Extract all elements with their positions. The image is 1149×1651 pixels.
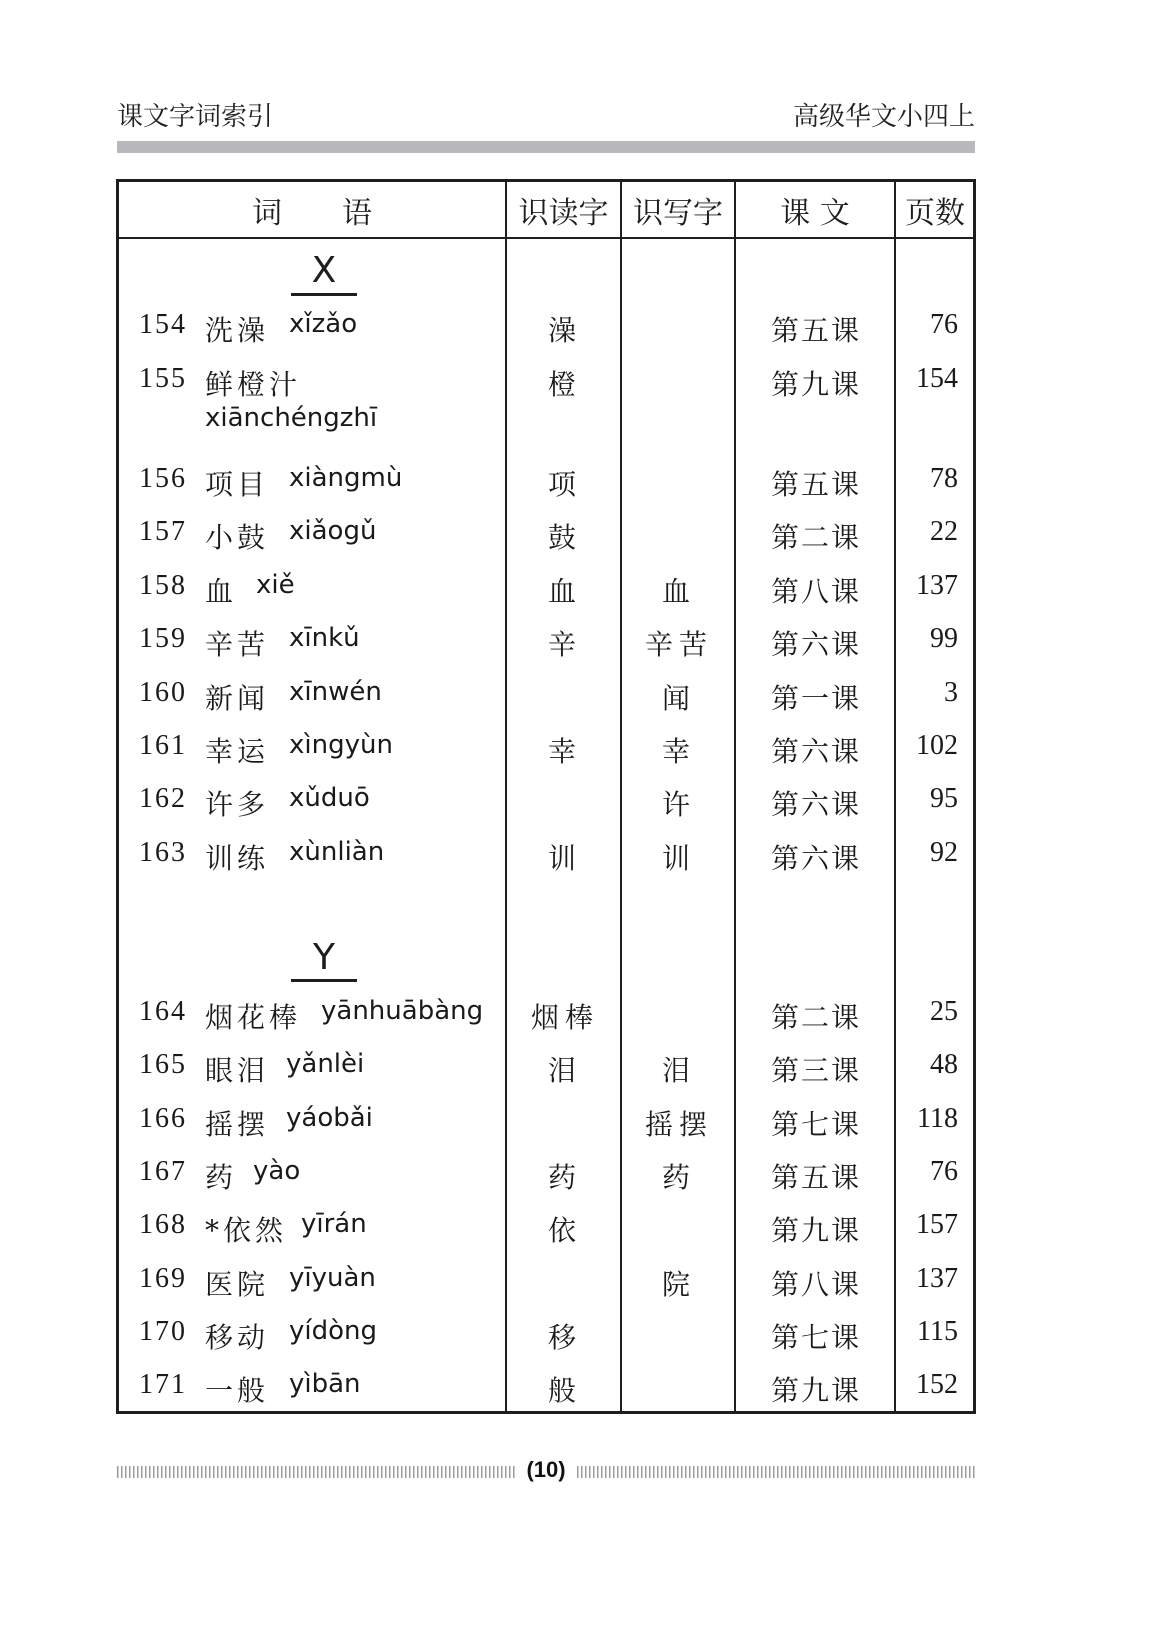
write-chars: 幸 <box>661 735 696 768</box>
header-divider-bar <box>117 141 975 153</box>
read-chars: 鼓 <box>547 521 582 554</box>
entry-word: 训练 <box>205 842 270 875</box>
footer-dashed-rule <box>117 1466 515 1478</box>
entry-number: 167 <box>139 1156 187 1187</box>
header-divider <box>119 237 973 239</box>
entry-number: 158 <box>139 570 187 601</box>
table-row <box>119 1049 973 1093</box>
section-letter-y: Y <box>313 937 335 978</box>
book-title: 高级华文小四上 <box>792 102 975 132</box>
entry-pinyin: xǐzǎo <box>289 309 358 339</box>
entry-pinyin: xiàngmù <box>289 463 403 493</box>
read-chars: 泪 <box>547 1054 582 1087</box>
read-chars: 移 <box>547 1321 582 1354</box>
entry-word: 小鼓 <box>205 521 270 554</box>
entry-word: 烟花棒 <box>205 1001 302 1034</box>
entry-word: 许多 <box>205 788 270 821</box>
write-chars: 院 <box>661 1268 696 1301</box>
read-chars: 烟棒 <box>530 1001 599 1034</box>
read-chars: 药 <box>547 1161 582 1194</box>
write-chars: 辛苦 <box>644 628 713 661</box>
page-ref: 99 <box>930 623 958 654</box>
entry-word: 鲜橙汁 <box>205 368 302 401</box>
page-ref: 48 <box>930 1049 958 1080</box>
write-chars: 药 <box>661 1161 696 1194</box>
entry-word: 眼泪 <box>205 1054 270 1087</box>
page-ref: 118 <box>917 1103 958 1134</box>
page-ref: 137 <box>916 570 958 601</box>
write-chars: 训 <box>661 842 696 875</box>
entry-number: 165 <box>139 1049 187 1080</box>
entry-number: 161 <box>139 730 187 761</box>
entry-pinyin: xiānchéngzhī <box>205 403 378 433</box>
table-row <box>119 623 973 667</box>
entry-word: 移动 <box>205 1321 270 1354</box>
read-chars: 般 <box>547 1374 582 1407</box>
entry-number: 156 <box>139 463 187 494</box>
entry-pinyin: yīrán <box>301 1209 367 1239</box>
lesson: 第六课 <box>770 735 861 768</box>
entry-pinyin: yáobǎi <box>286 1103 373 1133</box>
entry-word: 血 <box>205 575 238 608</box>
entry-number: 170 <box>139 1316 187 1347</box>
table-row <box>119 1316 973 1360</box>
entry-pinyin: yānhuābàng <box>321 996 484 1026</box>
page-ref: 152 <box>916 1369 958 1400</box>
page-ref: 102 <box>916 730 958 761</box>
lesson: 第九课 <box>770 1374 861 1407</box>
entry-pinyin: xìngyùn <box>289 730 393 760</box>
table-row <box>119 516 973 560</box>
entry-number: 164 <box>139 996 187 1027</box>
page-number: (10) <box>526 1457 566 1482</box>
page-ref: 78 <box>930 463 958 494</box>
page-ref: 76 <box>930 1156 958 1187</box>
entry-word: 洗澡 <box>205 314 270 347</box>
page-ref: 95 <box>930 783 958 814</box>
entry-pinyin: yīyuàn <box>289 1263 376 1293</box>
entry-number: 155 <box>139 363 187 394</box>
entry-pinyin: xiě <box>256 570 295 600</box>
entry-pinyin: xǔduō <box>289 783 370 813</box>
entry-word: *依然 <box>205 1214 288 1247</box>
column-header-read-chars: 识读字 <box>518 195 609 231</box>
column-header-write-chars: 识写字 <box>633 195 723 231</box>
read-chars: 幸 <box>547 735 582 768</box>
entry-word: 新闻 <box>205 682 270 715</box>
table-row <box>119 1209 973 1253</box>
entry-word: 一般 <box>205 1374 270 1407</box>
entry-word: 摇摆 <box>205 1108 270 1141</box>
lesson: 第六课 <box>770 628 861 661</box>
table-row <box>119 996 973 1040</box>
table-row <box>119 783 973 827</box>
entry-pinyin: xùnliàn <box>289 837 385 867</box>
section-letter-underline <box>291 979 357 982</box>
entry-pinyin: yǎnlèi <box>286 1049 365 1079</box>
column-header-word: 词 语 <box>252 195 372 231</box>
entry-number: 166 <box>139 1103 187 1134</box>
lesson: 第六课 <box>770 842 861 875</box>
entry-word: 药 <box>205 1161 238 1194</box>
write-chars: 摇摆 <box>644 1108 713 1141</box>
table-row <box>119 363 973 453</box>
entry-word: 医院 <box>205 1268 270 1301</box>
entry-pinyin: yídòng <box>289 1316 378 1346</box>
entry-pinyin: xīnkǔ <box>289 623 360 653</box>
table-row <box>119 570 973 614</box>
entry-number: 159 <box>139 623 187 654</box>
entry-pinyin: xiǎogǔ <box>289 516 377 546</box>
write-chars: 泪 <box>661 1054 696 1087</box>
page-ref: 25 <box>930 996 958 1027</box>
entry-pinyin: xīnwén <box>289 677 382 707</box>
lesson: 第三课 <box>770 1054 861 1087</box>
table-row <box>119 1263 973 1307</box>
entry-word: 幸运 <box>205 735 270 768</box>
write-chars: 闻 <box>661 682 696 715</box>
read-chars: 橙 <box>547 368 582 401</box>
read-chars: 项 <box>547 468 582 501</box>
table-row <box>119 1369 973 1413</box>
entry-pinyin: yìbān <box>289 1369 361 1399</box>
read-chars: 训 <box>547 842 582 875</box>
write-chars: 血 <box>661 575 696 608</box>
lesson: 第七课 <box>770 1321 861 1354</box>
entry-number: 162 <box>139 783 187 814</box>
entry-number: 171 <box>139 1369 187 1400</box>
lesson: 第八课 <box>770 575 861 608</box>
table-row <box>119 463 973 507</box>
lesson: 第五课 <box>770 468 861 501</box>
lesson: 第一课 <box>770 682 861 715</box>
entry-word: 辛苦 <box>205 628 270 661</box>
page-ref: 92 <box>930 837 958 868</box>
lesson: 第九课 <box>770 1214 861 1247</box>
lesson: 第七课 <box>770 1108 861 1141</box>
read-chars: 澡 <box>547 314 582 347</box>
entry-word: 项目 <box>205 468 270 501</box>
table-row <box>119 837 973 881</box>
page-ref: 154 <box>916 363 958 394</box>
section-letter-underline <box>291 293 357 296</box>
section-letter-x: X <box>311 250 337 291</box>
column-header-lesson: 课 文 <box>780 195 850 231</box>
page-ref: 137 <box>916 1263 958 1294</box>
entry-pinyin: yào <box>253 1156 301 1186</box>
entry-number: 169 <box>139 1263 187 1294</box>
word-index-table <box>116 179 976 1414</box>
lesson: 第九课 <box>770 368 861 401</box>
lesson: 第二课 <box>770 1001 861 1034</box>
page-ref: 22 <box>930 516 958 547</box>
page-ref: 76 <box>930 309 958 340</box>
page-ref: 3 <box>944 677 958 708</box>
table-row <box>119 730 973 774</box>
read-chars: 血 <box>547 575 582 608</box>
write-chars: 许 <box>661 788 696 821</box>
table-row <box>119 677 973 721</box>
table-row <box>119 1156 973 1200</box>
entry-number: 160 <box>139 677 187 708</box>
lesson: 第六课 <box>770 788 861 821</box>
lesson: 第二课 <box>770 521 861 554</box>
read-chars: 依 <box>547 1214 582 1247</box>
footer-dashed-rule <box>577 1466 975 1478</box>
entry-number: 163 <box>139 837 187 868</box>
running-head <box>117 96 975 136</box>
entry-number: 168 <box>139 1209 187 1240</box>
section-title: 课文字词索引 <box>117 102 274 132</box>
entry-number: 154 <box>139 309 187 340</box>
lesson: 第五课 <box>770 314 861 347</box>
page-ref: 115 <box>917 1316 958 1347</box>
column-header-page: 页数 <box>905 195 965 231</box>
lesson: 第五课 <box>770 1161 861 1194</box>
entry-number: 157 <box>139 516 187 547</box>
table-row <box>119 1103 973 1147</box>
page-ref: 157 <box>916 1209 958 1240</box>
page-footer <box>117 1457 975 1484</box>
table-row <box>119 309 973 353</box>
read-chars: 辛 <box>547 628 582 661</box>
lesson: 第八课 <box>770 1268 861 1301</box>
